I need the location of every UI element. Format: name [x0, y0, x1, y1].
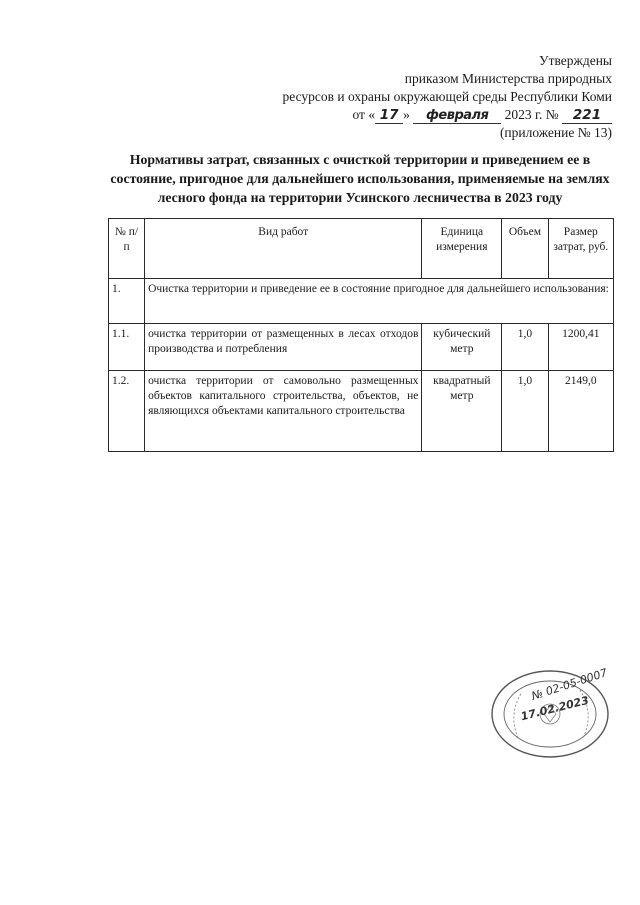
header-volume: Объем [502, 219, 548, 279]
approval-line-3: ресурсов и охраны окружающей среды Республики Коми [282, 89, 612, 104]
section-num: 1. [109, 279, 145, 324]
row-num: 1.1. [109, 324, 145, 371]
date-mid: » [403, 107, 410, 122]
header-num: № п/п [109, 219, 145, 279]
row-work: очистка территории от самовольно размещенных объектов капитального строительства, объектов, не являющихся объектами капитального строительства [145, 371, 422, 452]
date-year: 2023 г. № [504, 107, 559, 122]
row-work: очистка территории от размещенных в лесах отходов производства и потребления [145, 324, 422, 371]
header-work: Вид работ [145, 219, 422, 279]
appendix-label: (приложение № 13) [499, 125, 612, 140]
approval-line-1: Утверждены [539, 53, 612, 68]
stamp-handwritten-date: 17.02.2023 [519, 693, 591, 724]
table-row [109, 371, 614, 452]
row-cost: 2149,0 [548, 371, 613, 452]
norms-table [108, 218, 614, 452]
date-month-handwritten: февраля [413, 108, 501, 124]
row-volume: 1,0 [502, 371, 548, 452]
row-volume: 1,0 [502, 324, 548, 371]
document-title: Нормативы затрат, связанных с очисткой территории и приведением ее в состояние, пригодное для дальнейшего использования, применяемые на землях лесного фонда на территории Усинского лесничества в 2023 году [110, 152, 610, 205]
header-unit: Единица измерения [422, 219, 502, 279]
approval-date-line [192, 106, 612, 124]
approval-block [192, 52, 612, 142]
stamp-handwritten-number: № 02-05-0007 [529, 666, 609, 703]
approval-line-2: приказом Министерства природных [404, 71, 612, 86]
row-cost: 1200,41 [548, 324, 613, 371]
table-header-row [109, 219, 614, 279]
table-row [109, 324, 614, 371]
row-unit: квадратный метр [422, 371, 502, 452]
order-number-handwritten: 221 [562, 108, 612, 124]
row-num: 1.2. [109, 371, 145, 452]
section-text: Очистка территории и приведение ее в состояние пригодное для дальнейшего использования: [145, 279, 614, 324]
header-cost: Размер затрат, руб. [548, 219, 613, 279]
table-row [109, 279, 614, 324]
date-day-handwritten: 17 [375, 108, 403, 124]
row-unit: кубический метр [422, 324, 502, 371]
date-prefix: от « [352, 107, 376, 122]
